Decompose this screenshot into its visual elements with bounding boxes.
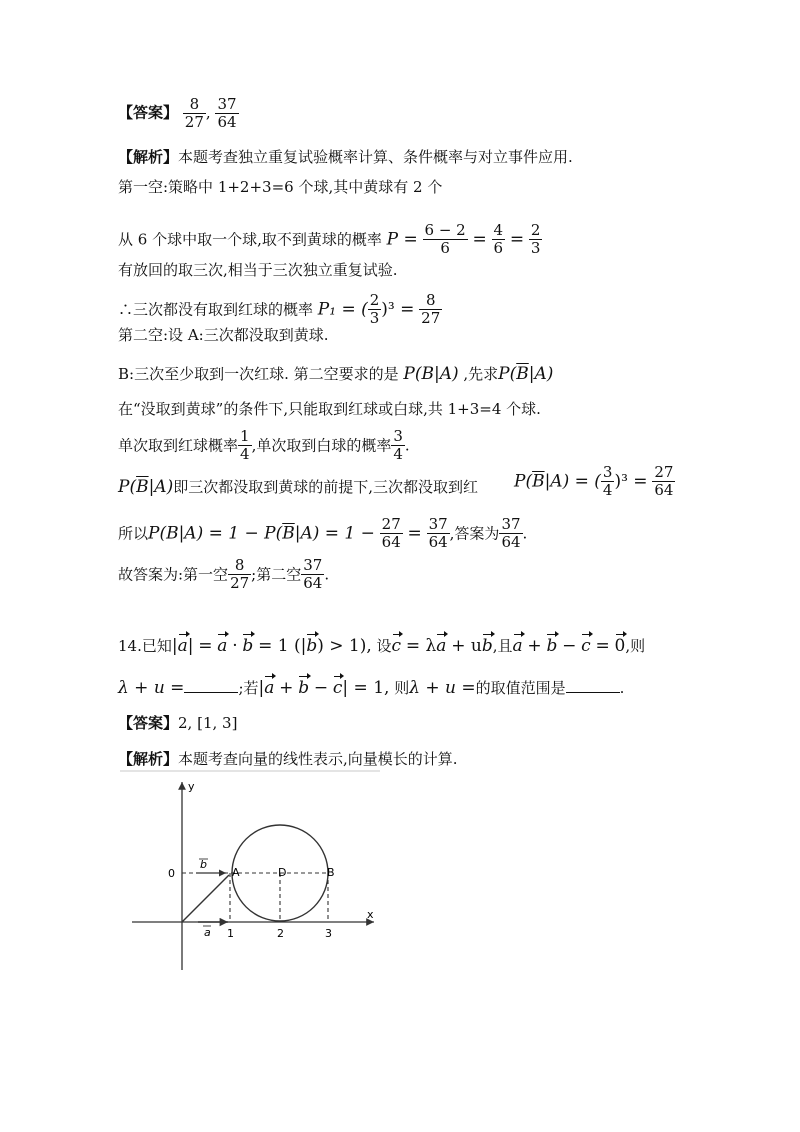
q13-analysis: 【解析】本题考查独立重复试验概率计算、条件概率与对立事件应用.: [118, 148, 573, 166]
point-a-label: A: [232, 866, 240, 879]
q13-blank2-intro: 第二空:设 A:三次都没取到黄球.: [118, 326, 329, 344]
q13-single-line: 单次取到红球概率 $\frac{1}{4}$ ,单次取到白球的概率 $\frac{3}{4}$ .: [118, 427, 410, 463]
point-b-label: B: [327, 866, 335, 879]
y-axis-label: y: [188, 780, 195, 793]
answer-blank-2: [566, 678, 620, 693]
answer-fraction-1: $\frac{8}{27}$: [184, 95, 204, 131]
label-a-vec: a: [204, 926, 211, 939]
q13-blank1-intro: 第一空:策略中 1+2+3=6 个球,其中黄球有 2 个: [118, 178, 443, 196]
q13-answer-line: 【答案】 $\frac{8}{27}$ , $\frac{37}{64}$: [118, 95, 237, 131]
q13-b-line: B:三次至少取到一次红球. 第二空要求的是 P(B|A) ,先求$P(\overline{B}|A)$: [118, 364, 554, 384]
q14-stem-line2: λ + u = ;若|a + b − c| = 1, 则λ + u =的取值范围是 .: [118, 678, 625, 698]
x-tick-1: 1: [227, 927, 234, 940]
q13-so-line: 所以$P(B|A) = 1 - P(\overline{B}|A) = 1$ − $\frac{27}{64}$ = $\frac{37}{64}$ ,答案为 $\frac{37}{64}$ .: [118, 515, 528, 551]
vector-oa: [182, 875, 229, 922]
label-b: b: [200, 858, 207, 871]
circle: [232, 825, 328, 921]
y-tick-1: 0: [168, 867, 175, 880]
q14-analysis-line: 【解析】本题考查向量的线性表示,向量模长的计算.: [118, 750, 458, 768]
q13-final-line: 故答案为:第一空 $\frac{8}{27}$ ;第二空 $\frac{37}{64}$ .: [118, 556, 330, 592]
q14-answer-line: 【答案】2, [1, 3]: [118, 714, 238, 732]
q13-pbbar-eq: $P(\overline{B}|A)$ = ( $\frac{3}{4}$ )³ = $\frac{27}{64}$: [514, 463, 674, 499]
answer-label: 【答案】: [118, 103, 179, 122]
q13-p1-line: ∴三次都没有取到红球的概率 P₁ = ( $\frac{2}{3}$ )³ = $\frac{8}{27}$: [118, 291, 441, 327]
answer-blank-1: [184, 678, 238, 693]
q13-cond-line: 在“没取到黄球”的条件下,只能取到红球或白球,共 1+3=4 个球.: [118, 400, 541, 418]
answer-fraction-2: $\frac{37}{64}$: [217, 95, 237, 131]
x-axis-label: x: [367, 908, 374, 921]
q13-pbbar-line: $P(\overline{B}|A)$即三次都没取到黄球的前提下,三次都没取到红: [118, 477, 478, 497]
x-tick-2: 2: [277, 927, 284, 940]
q13-repeat: 有放回的取三次,相当于三次独立重复试验.: [118, 261, 398, 279]
point-d-label: D: [278, 866, 287, 879]
q13-p-line: 从 6 个球中取一个球,取不到黄球的概率 P = $\frac{6 - 2}{6}$ = $\frac{4}{6}$ = $\frac{2}{3}$: [118, 221, 541, 257]
x-tick-3: 3: [325, 927, 332, 940]
q14-stem-line1: 14.已知|a| = a · b = 1 (|b) > 1), 设c = λa + ub,且a + b − c = 0,则: [118, 636, 646, 656]
